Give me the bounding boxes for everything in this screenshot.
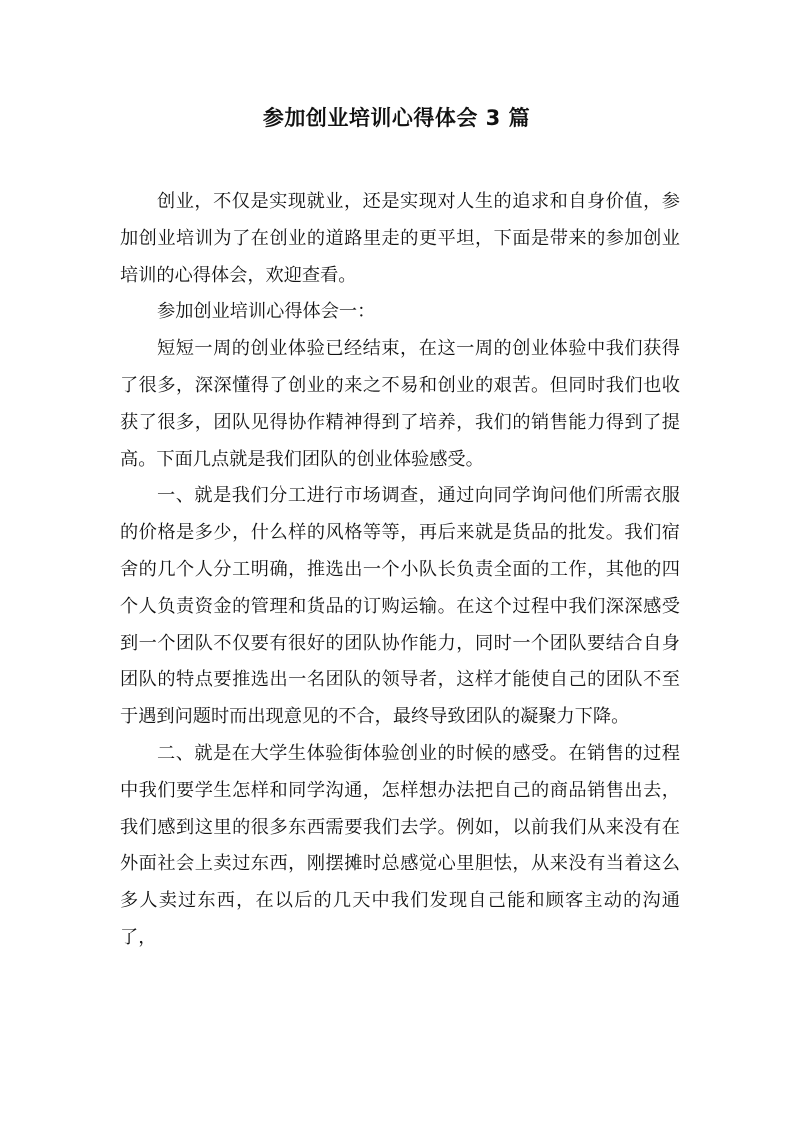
paragraph: 短短一周的创业体验已经结束，在这一周的创业体验中我们获得了很多，深深懂得了创业的来之不易和创业的艰苦。但同时我们也收获了很多，团队见得协作精神得到了培养，我们的销售能力得到了提高。下面几点就是我们团队的创业体验感受。 [120, 338, 680, 470]
paragraph: 二、就是在大学生体验街体验创业的时候的感受。在销售的过程中我们要学生怎样和同学沟通，怎样想办法把自己的商品销售出去，我们感到这里的很多东西需要我们去学。例如，以前我们从来没有在外面社会上卖过东西，刚摆摊时总感觉心里胆怯，从来没有当着这么多人卖过东西，在以后的几天中我们发现自己能和顾客主动的沟通了， [120, 742, 680, 948]
section-heading: 参加创业培训心得体会一： [157, 301, 376, 323]
paragraph: 一、就是我们分工进行市场调查，通过向同学询问他们所需衣服的价格是多少，什么样的风格等等，再后来就是货品的批发。我们宿舍的几个人分工明确，推选出一个小队长负责全面的工作，其他的四个人负责资金的管理和货品的订购运输。在这个过程中我们深深感受到一个团队不仅要有很好的团队协作能力，同时一个团队要结合自身团队的特点要推选出一名团队的领导者，这样才能使自己的团队不至于遇到问题时而出现意见的不合，最终导致团队的凝聚力下降。 [120, 485, 680, 728]
document-title: 参加创业培训心得体会 3 篇 [262, 106, 531, 130]
paragraph-intro: 创业，不仅是实现就业，还是实现对人生的追求和自身价值，参加创业培训为了在创业的道路里走的更平坦，下面是带来的参加创业培训的心得体会，欢迎查看。 [120, 191, 680, 286]
document-body [120, 184, 680, 957]
